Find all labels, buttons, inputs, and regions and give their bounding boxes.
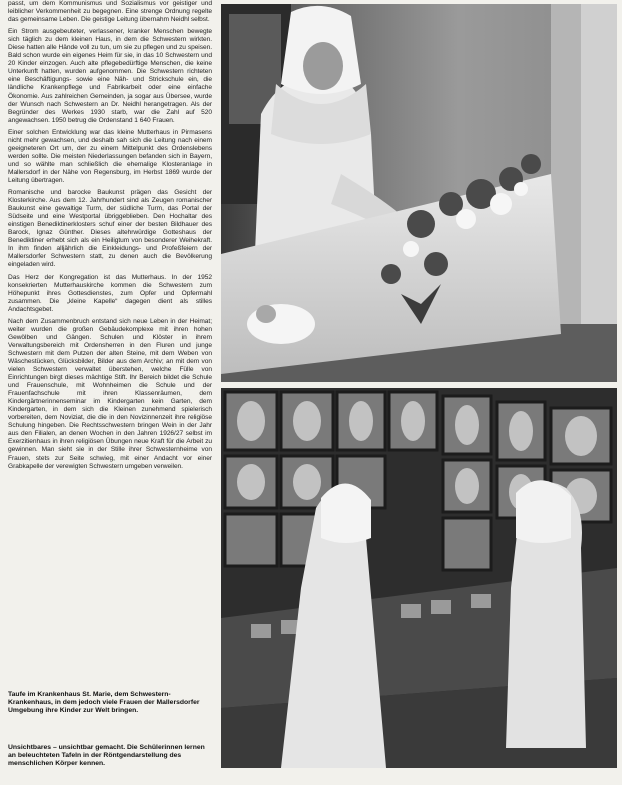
xray-display-image: [221, 388, 617, 768]
article-paragraph-4: Romanische und barocke Baukunst prägen das Gesicht der Klosterkirche. Aus dem 12. Jahrhundert sind als Zeugen romanischer Baukunst eine gewaltige Turm, der südliche Turm, das Portal der Südseite und eine Westportal übriggeblieben. Den Hochaltar des einstigen Benediktinerklosters schuf einer der besten Bildhauer des Barock, Ignaz Günther. Dieses altehrwürdige Gotteshaus der Benediktiner erhebt sich als ein Heiligtum von besonderer Weihekraft. In ihm finden alljährlich die Einkleidungs- und Profeßfeiern der Mallersdorfer Schwestern statt, zu denen auch die Bevölkerung eingeladen wird.: [8, 189, 212, 269]
article-paragraph-5: Das Herz der Kongregation ist das Mutterhaus. In der 1952 konsekrierten Mutterhauskirche kommen die Schwestern zum Höhepunkt ihres Gottesdienstes, zum Opfer und Opfermahl zusammen. Die „kleine Kapelle“ dagegen dient als stilles Andachtsgebet.: [8, 273, 212, 313]
nun-baptism-photo: [221, 4, 617, 382]
caption-bottom-photo: Unsichtbares – unsichtbar gemacht. Die Schülerinnen lernen an beleuchteten Tafeln in der Röntgendarstellung des menschlichen Körper kennen.: [8, 744, 205, 768]
article-paragraph-6: Nach dem Zusammenbruch entstand sich neue Leben in der Heimat; weiter wurden die großen Gebäudekomplexe mit ihren hohen Gewölben und Gängen. Schulen und Klöster in ihrem Verwaltungsbereich mit Ordensherren in den Fluren und junge Schwestern mit dem Putzen der alten Steine, mit dem Weben von Wäschestücken, Glücksbilder, Bilder aus dem Archiv; an mit dem von vielen Schwestern verwaltet überstehen, welche Fülle von Einrichtungen birgt dieses mächtige Stift. Ihr Bereich bildet die Schule und Frauenschule, mit Wohnheimen die Schule und der Frauenfachschule mit ihren Klassenräumen, dem Kindergärtnerinnenseminar im Kindergarten kein Garten, dem Kindergarten, in dem sich die Kleinen zunehmend spielerisch vorbereiten, dem Noviziat, die die in den Novizinnenzeit ihre religiöse Schulung hingeben. Die Rechtsschwestern bringen Wein in der Jahr aus den Filialen, an denen Wochen in den Jahren 1926/27 selbst im Exerzitienhaus in ihren religiösen Übungen neue Kraft für die Arbeit zu gewinnen. Man sieht sie in der Stille ihrer Schwesternheime von Frauen, stets zur Seite schwieg, mit einer Andacht vor einer Grabkapelle der verewigten Schwestern umgeben verweilen.: [8, 317, 212, 470]
nun-baptism-image: [221, 4, 617, 382]
article-paragraph-3: Einer solchen Entwicklung war das kleine Mutterhaus in Pirmasens nicht mehr gewachsen, und deshalb sah sich die Leitung nach einem geeigneteren Ort um, der zu einem Mittelpunkt des Ordenslebens werden sollte. Die meisten Niederlassungen befanden sich in Bayern, und so wählte man schließlich die ehemalige Klosteranlage in Mallersdorf in der Nähe von Regensburg, im Herbst 1869 wurde der Leitung übertragen.: [8, 128, 212, 184]
xray-display-photo: [221, 388, 617, 768]
article-paragraph-1: passt, um dem Kommunismus und Sozialismus vor geistiger und leiblicher Verkommenheit zu begegnen. Eine strenge Ordnung regelte das gemeinsame Leben. Die geistige Leitung übernahm Neidhl selbst.: [8, 0, 212, 24]
article-text-column: [8, 0, 212, 785]
article-paragraph-2: Ein Strom ausgebeuteter, verlassener, kranker Menschen bewegte sich täglich zu dem kleinen Haus, in dem die Schwestern wirkten. Diese hatten alle Hände voll zu tun, um sie zu pflegen und zu speisen. Bald schon wurde ein eigenes Heim für sie, in das 10 Schwestern und 20 Kinder einzogen. Auch alte pflegebedürftige Menschen, die keine Unterkunft hatten, wurden aufgenommen. Die Schwestern richteten eine Beschäftigungs- sowie eine Näh- und Strickschule ein, die ländliche Krankenpflege und Fabrikarbeit oder eine einfache Ökonomie. Aus zahlreichen Gemeinden, ja sogar aus Übersee, wurde der Wunsch nach Schwestern an Dr. Neidhl herangetragen. Als der Begründer des Werkes 1930 starb, war die Zahl auf 520 angewachsen. 1950 betrug die Ordenstand 1 640 Frauen.: [8, 28, 212, 124]
caption-top-photo: Taufe im Krankenhaus St. Marie, dem Schwestern-Krankenhaus, in dem jedoch viele Frauen der Mallersdorfer Umgebung ihre Kinder zur Welt bringen.: [8, 691, 200, 715]
